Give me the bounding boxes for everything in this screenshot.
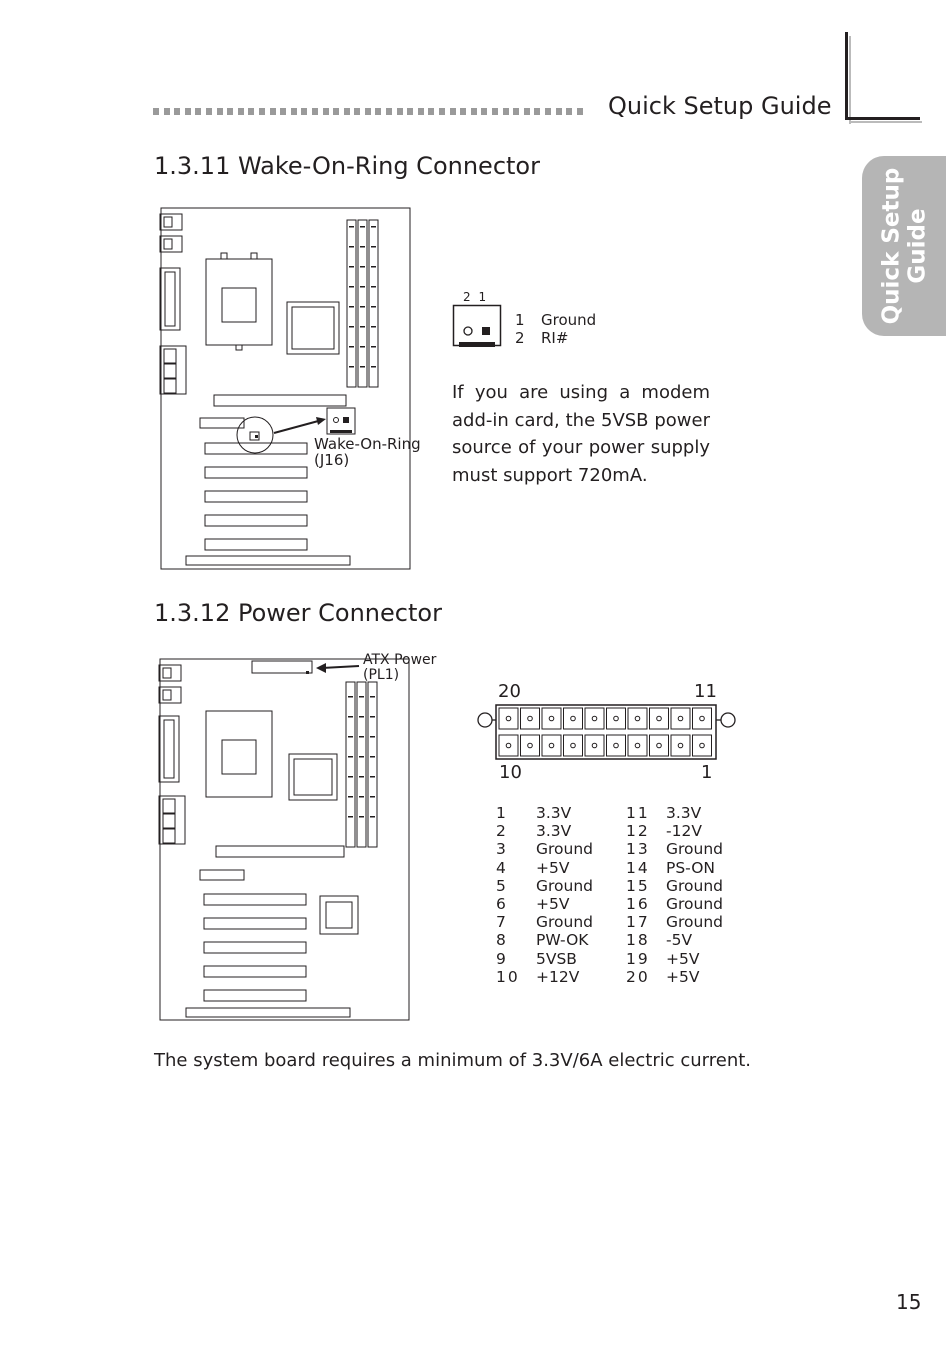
table-row — [626, 840, 723, 858]
connector-label-11: 11 — [694, 681, 717, 702]
rule-dot — [492, 108, 498, 115]
pin-signal: -12V — [666, 822, 702, 841]
corner-mark-shadow — [849, 121, 922, 123]
rule-dot — [439, 108, 445, 115]
connector-pin — [499, 708, 518, 729]
atx-power-diagram-label: ATX Power (PL1) — [363, 652, 437, 683]
connector-pin — [671, 735, 690, 756]
connector-pin — [564, 735, 583, 756]
rule-dot — [386, 108, 392, 115]
rule-dot — [280, 108, 286, 115]
pin-signal: +5V — [536, 858, 570, 877]
header-dot-rule — [153, 108, 587, 115]
connector-pin — [542, 735, 561, 756]
connector-pin — [671, 708, 690, 729]
pin-number: 3 — [496, 840, 508, 859]
rule-dot — [471, 108, 477, 115]
pin-signal: Ground — [536, 840, 594, 859]
pin-number: 18 — [626, 931, 650, 950]
pin-signal: +5V — [536, 895, 570, 914]
pin-signal: Ground — [666, 895, 724, 914]
rule-dot — [259, 108, 265, 115]
connector-pin — [564, 708, 583, 729]
pin-number: 20 — [626, 967, 650, 986]
table-row: 1 Ground — [515, 311, 597, 329]
connector-label-10: 10 — [499, 762, 522, 783]
rule-dot — [503, 108, 509, 115]
pin-signal: Ground — [666, 913, 724, 932]
table-row — [626, 931, 723, 949]
pin-signal: Ground — [536, 913, 594, 932]
pin-number: 16 — [626, 895, 650, 914]
table-row: 2 RI# — [515, 329, 569, 347]
table-row — [496, 950, 593, 968]
j16-pin-table — [515, 311, 596, 347]
mounting-hole — [478, 713, 492, 727]
wake-on-ring-diagram-label: Wake-On-Ring (J16) — [314, 435, 421, 469]
connector-label-1: 1 — [701, 762, 713, 783]
pin-number: 1 — [496, 804, 508, 822]
rule-dot — [238, 108, 244, 115]
pin-number: 12 — [626, 822, 650, 841]
rule-dot — [217, 108, 223, 115]
table-row — [496, 931, 593, 949]
table-row — [626, 804, 723, 822]
connector-pin — [607, 735, 626, 756]
power-requirement-note: The system board requires a minimum of 3.3V/6A electric current. — [154, 1050, 752, 1071]
mounting-hole — [721, 713, 735, 727]
rule-dot — [270, 108, 276, 115]
table-row — [496, 968, 593, 986]
table-row — [626, 895, 723, 913]
pin-signal: +5V — [666, 949, 700, 968]
table-row — [496, 804, 593, 822]
connector-pin — [521, 735, 540, 756]
rule-dot — [344, 108, 350, 115]
rule-dot — [524, 108, 530, 115]
rule-dot — [534, 108, 540, 115]
pin-number: 4 — [496, 858, 508, 877]
table-row — [496, 859, 593, 877]
connector-pin — [628, 708, 647, 729]
connector-pin — [628, 735, 647, 756]
connector-pin — [521, 708, 540, 729]
side-tab-line2: Guide — [904, 208, 930, 284]
section-heading-wake-on-ring: 1.3.11 Wake-On-Ring Connector — [154, 152, 540, 180]
rule-dot — [185, 108, 191, 115]
rule-dot — [164, 108, 170, 115]
pin-number: 15 — [626, 876, 650, 895]
rule-dot — [365, 108, 371, 115]
pin-number: 14 — [626, 858, 650, 877]
pin-number: 7 — [496, 913, 508, 932]
rule-dot — [375, 108, 381, 115]
rule-dot — [333, 108, 339, 115]
pin-signal: +5V — [666, 967, 700, 986]
table-row — [496, 840, 593, 858]
side-tab-line1: Quick Setup — [878, 167, 904, 325]
rule-dot — [153, 108, 159, 115]
pin-number: 2 — [496, 822, 508, 841]
wake-on-ring-paragraph: If you are using a modem add-in card, the 5VSB power source of your power supply must support 720mA. — [452, 382, 710, 486]
rule-dot — [556, 108, 562, 115]
pin-signal: 3.3V — [536, 804, 572, 822]
atx-power-connector-icon — [474, 703, 740, 761]
section-heading-power-connector: 1.3.12 Power Connector — [154, 599, 442, 627]
pin-number: 8 — [496, 931, 508, 950]
connector-pin — [585, 708, 604, 729]
page-number: 15 — [896, 1290, 922, 1314]
atx-pin-table-left — [496, 804, 593, 986]
table-row — [626, 913, 723, 931]
table-row — [626, 968, 723, 986]
rule-dot — [227, 108, 233, 115]
pin-number: 19 — [626, 949, 650, 968]
pin-number: 6 — [496, 895, 508, 914]
rule-dot — [428, 108, 434, 115]
connector-pin — [607, 708, 626, 729]
pin-signal: Ground — [666, 876, 724, 895]
rule-dot — [291, 108, 297, 115]
pin-signal: 5VSB — [536, 949, 577, 968]
atx-pin-table-right — [626, 804, 723, 986]
table-row — [496, 895, 593, 913]
connector-pin — [693, 708, 712, 729]
pin-signal: PS-ON — [666, 858, 716, 877]
rule-dot — [397, 108, 403, 115]
pin-number: 17 — [626, 913, 650, 932]
connector-pin — [499, 735, 518, 756]
rule-dot — [481, 108, 487, 115]
table-row — [626, 877, 723, 895]
pin-signal: Ground — [666, 840, 724, 859]
table-row — [496, 877, 593, 895]
pin-number: 10 — [496, 967, 520, 986]
rule-dot — [248, 108, 254, 115]
rule-dot — [301, 108, 307, 115]
corner-mark — [845, 32, 848, 120]
pin-signal: PW-OK — [536, 931, 589, 950]
chapter-side-tab-text — [862, 156, 946, 336]
table-row — [626, 822, 723, 840]
table-row — [626, 859, 723, 877]
running-header-title: Quick Setup Guide — [608, 92, 832, 120]
table-row — [496, 822, 593, 840]
rule-dot — [460, 108, 466, 115]
connector-pin — [650, 708, 669, 729]
connector-pin — [693, 735, 712, 756]
connector-pin — [542, 708, 561, 729]
rule-dot — [566, 108, 572, 115]
corner-mark — [845, 117, 920, 120]
connector-pin — [650, 735, 669, 756]
rule-dot — [407, 108, 413, 115]
rule-dot — [545, 108, 551, 115]
connector-label-20: 20 — [498, 681, 521, 702]
pin-signal: -5V — [666, 931, 693, 950]
rule-dot — [513, 108, 519, 115]
pin-number: 9 — [496, 949, 508, 968]
rule-dot — [323, 108, 329, 115]
rule-dot — [174, 108, 180, 115]
pin-number: 11 — [626, 804, 650, 822]
table-row — [626, 950, 723, 968]
j16-pin-numbers: 2 1 — [463, 290, 489, 304]
j16-connector-icon — [452, 304, 504, 350]
rule-dot — [312, 108, 318, 115]
table-row — [496, 913, 593, 931]
motherboard-diagram-wake-on-ring — [158, 206, 414, 573]
pin-signal: +12V — [536, 967, 580, 986]
pin-signal: 3.3V — [536, 822, 572, 841]
corner-mark-shadow — [849, 36, 851, 124]
rule-dot — [450, 108, 456, 115]
rule-dot — [577, 108, 583, 115]
pin-signal: 3.3V — [666, 804, 702, 822]
rule-dot — [206, 108, 212, 115]
rule-dot — [418, 108, 424, 115]
rule-dot — [195, 108, 201, 115]
pin-number: 5 — [496, 876, 508, 895]
connector-pin — [585, 735, 604, 756]
pin-signal: Ground — [536, 876, 594, 895]
rule-dot — [354, 108, 360, 115]
pin-number: 13 — [626, 840, 650, 859]
motherboard-diagram-power-connector — [156, 656, 414, 1024]
